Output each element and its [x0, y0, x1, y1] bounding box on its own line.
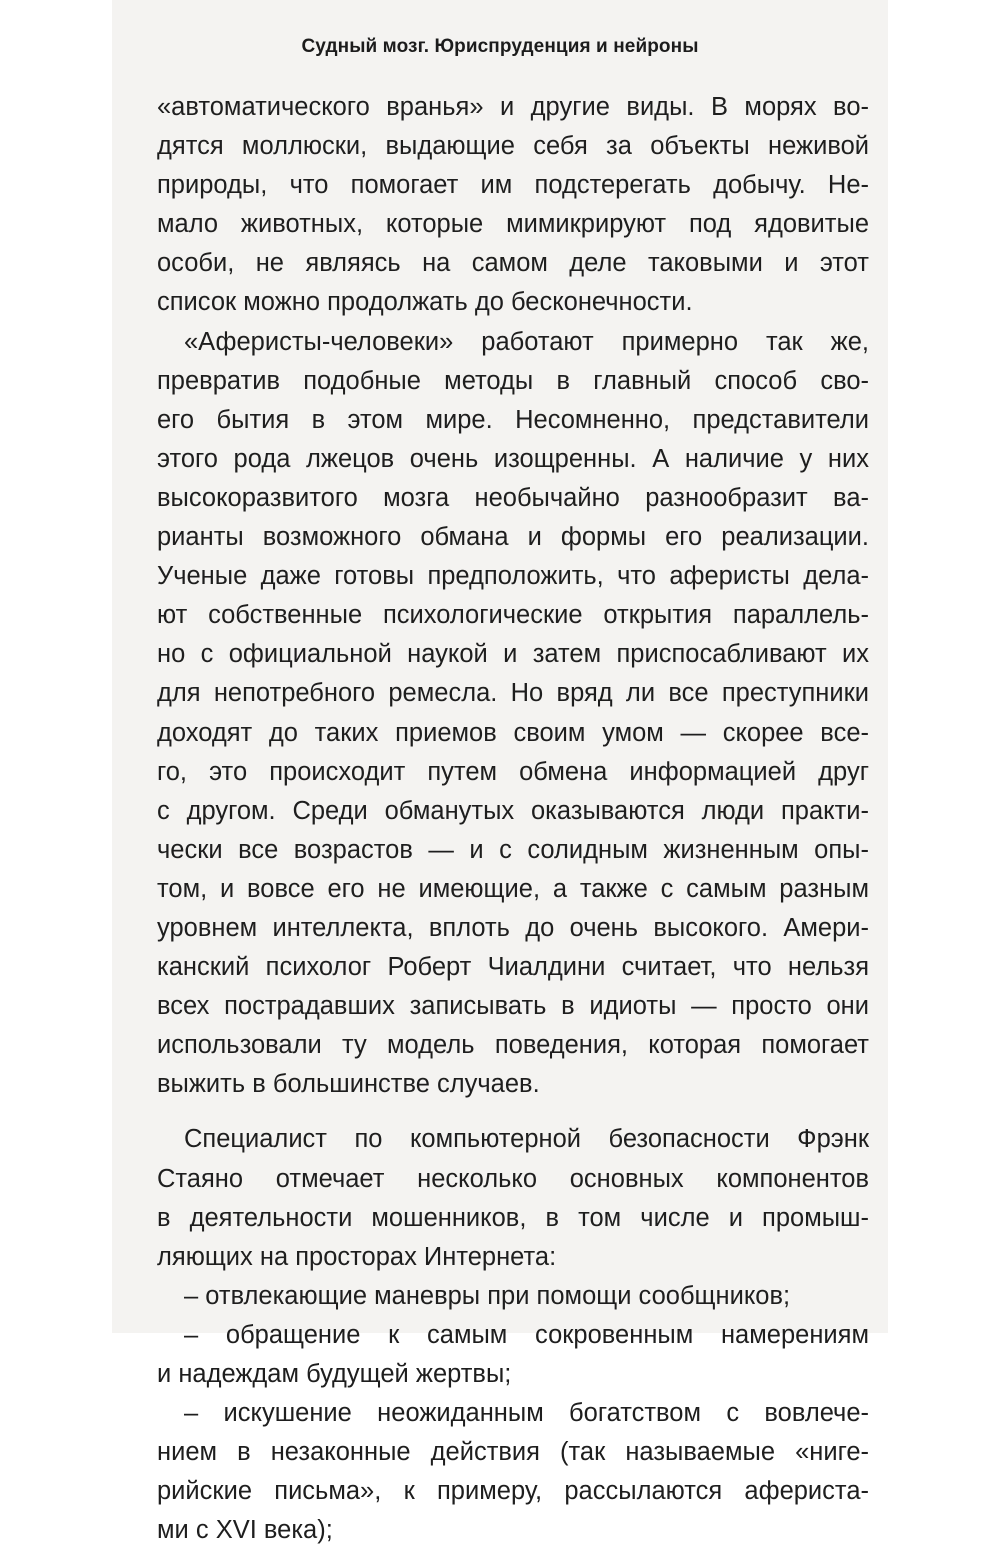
text-line: «Аферисты-человеки» работают примерно так же,: [184, 327, 869, 356]
text-line: ют собственные психологические открытия параллель-: [157, 601, 869, 630]
text-line: ляющих на просторах Интернета:: [157, 1242, 557, 1271]
text-line: чески все возрастов — и с солидным жизненным опы-: [157, 835, 869, 864]
list-item: – искушение неожиданным богатством с вовлече-: [184, 1399, 869, 1428]
text-line: этого рода лжецов очень изощренны. А наличие у них: [157, 444, 869, 473]
text-line: ми с XVI века);: [157, 1516, 333, 1545]
text-line: список можно продолжать до бесконечности.: [157, 288, 693, 317]
text-line: дятся моллюски, выдающие себя за объекты неживой: [157, 132, 869, 161]
text-line: мало животных, которые мимикрируют под ядовитые: [157, 210, 869, 239]
list-item: – отвлекающие маневры при помощи сообщников;: [184, 1281, 791, 1310]
text-line: его бытия в этом мире. Несомненно, представители: [157, 405, 869, 434]
text-line: «автоматического вранья» и другие виды. В морях во-: [157, 93, 869, 121]
text-line: всех пострадавших записывать в идиоты — просто они: [157, 992, 869, 1021]
text-line: уровнем интеллекта, вплоть до очень высокого. Амери-: [157, 913, 869, 942]
text-line: особи, не являясь на самом деле таковыми и этот: [157, 249, 869, 278]
text-line: но с официальной наукой и затем приспосабливают их: [157, 640, 869, 669]
book-page: [112, 0, 888, 1545]
text-line: и надеждам будущей жертвы;: [157, 1360, 512, 1388]
running-header: Судный мозг. Юриспруденция и нейроны: [301, 36, 699, 57]
text-line: использовали ту модель поведения, которая помогает: [157, 1031, 869, 1060]
list-item: – обращение к самым сокровенным намерениям: [184, 1320, 869, 1349]
text-line: превратив подобные методы в главный способ сво-: [157, 366, 869, 395]
text-line: Специалист по компьютерной безопасности Фрэнк: [184, 1125, 869, 1154]
text-line: рианты возможного обмана и формы его реализации.: [157, 523, 869, 552]
text-line: го, это происходит путем обмена информацией друг: [157, 757, 869, 786]
text-line: нием в незаконные действия (так называемые «ниге-: [157, 1438, 869, 1467]
text-line: Ученые даже готовы предположить, что аферисты дела-: [157, 562, 869, 591]
paragraph-gap: [157, 1104, 869, 1120]
text-line: рийские письма», к примеру, рассылаются афериста-: [157, 1477, 869, 1506]
text-line: для непотребного ремесла. Но вряд ли все преступники: [157, 679, 869, 708]
text-line: выжить в большинстве случаев.: [157, 1070, 540, 1099]
text-line: с другом. Среди обманутых оказываются люди практи-: [157, 796, 869, 825]
text-line: Стаяно отмечает несколько основных компонентов: [157, 1164, 869, 1193]
text-line: природы, что помогает им подстерегать добычу. Не-: [157, 171, 869, 200]
text-line: канский психолог Роберт Чиалдини считает, что нельзя: [157, 953, 869, 982]
text-line: высокоразвитого мозга необычайно разнообразит ва-: [157, 483, 869, 512]
body-text: [157, 88, 869, 1550]
text-line: том, и вовсе его не имеющие, а также с самым разным: [157, 874, 869, 903]
text-line: в деятельности мошенников, в том числе и промыш-: [157, 1203, 869, 1232]
text-line: доходят до таких приемов своим умом — скорее все-: [157, 718, 869, 747]
